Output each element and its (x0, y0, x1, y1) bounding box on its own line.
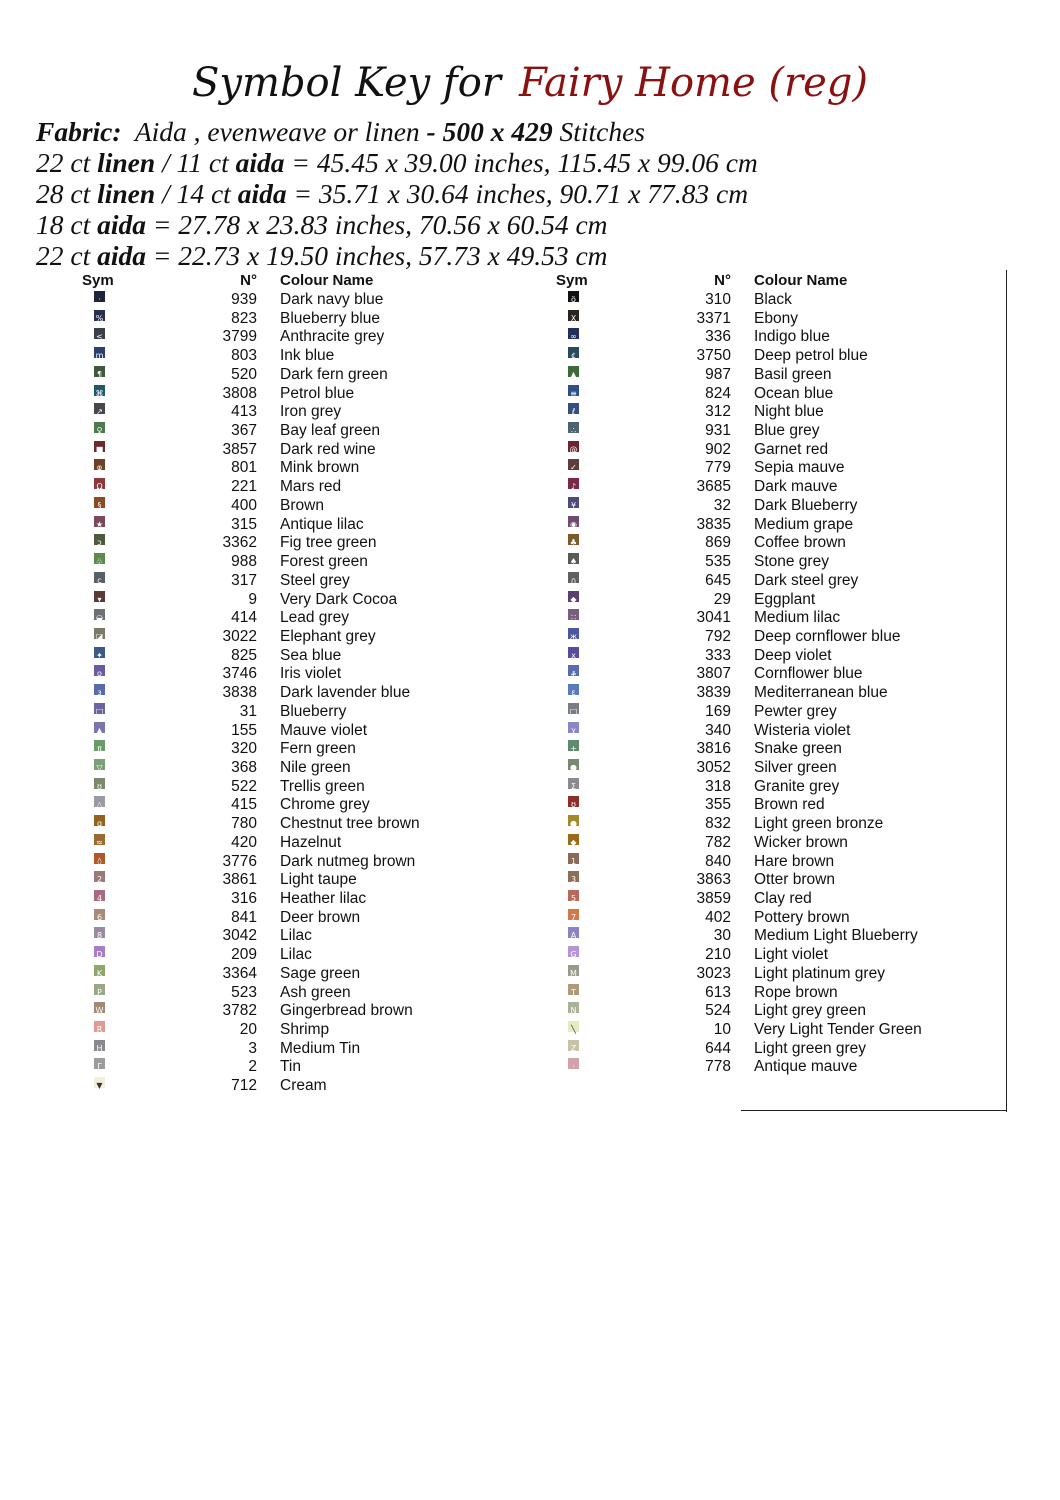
colour-name: Chrome grey (280, 796, 370, 814)
colour-number: 825 (231, 646, 257, 664)
symbol-swatch-icon: ↗ (94, 403, 105, 414)
colour-number: 3041 (696, 609, 731, 627)
symbol-swatch-icon: x (568, 647, 579, 658)
colour-name: Sea blue (280, 646, 342, 664)
colour-name: Bay leaf green (280, 422, 380, 440)
symbol-swatch-icon: ♧ (94, 553, 105, 564)
colour-number: 3042 (222, 927, 257, 945)
colour-number: 3052 (696, 758, 731, 776)
colour-number: 3022 (222, 627, 257, 645)
colour-number: 3807 (696, 665, 731, 683)
symbol-swatch-icon: ʊ (94, 778, 105, 789)
colour-name: Black (754, 291, 792, 308)
symbol-swatch-icon: ╲ (568, 1021, 579, 1032)
symbol-swatch-icon: ɔ (94, 534, 105, 545)
colour-number: 779 (705, 459, 731, 477)
colour-name: Otter brown (754, 871, 835, 889)
symbol-swatch-icon: A (568, 927, 579, 938)
symbol-swatch-icon: 4 (94, 890, 105, 901)
colour-number: 209 (231, 946, 257, 964)
page-title (0, 60, 1060, 106)
colour-name: Chestnut tree brown (280, 815, 420, 833)
symbol-swatch-icon: H (94, 1040, 105, 1051)
symbol-swatch-icon: m (94, 347, 105, 358)
symbol-swatch-icon: · (94, 291, 105, 302)
colour-number: 367 (231, 422, 257, 440)
colour-name: Wicker brown (754, 833, 848, 851)
title-prefix: Symbol Key for (192, 60, 501, 106)
colour-number: 902 (705, 440, 731, 458)
colour-number: 3857 (222, 440, 257, 458)
colour-name: Nile green (280, 758, 351, 776)
table-right-border (1006, 270, 1007, 1112)
colour-name: Forest green (280, 553, 368, 571)
symbol-swatch-icon: ● (568, 759, 579, 770)
colour-number: 3 (248, 1039, 257, 1057)
colour-name: Blue grey (754, 422, 820, 440)
colour-name: Elephant grey (280, 627, 376, 645)
colour-number: 10 (713, 1021, 731, 1039)
colour-name: Dark steel grey (754, 571, 859, 589)
colour-number: 3861 (222, 871, 257, 889)
symbol-swatch-icon: D (94, 946, 105, 957)
colour-name: Very Dark Cocoa (280, 590, 398, 608)
colour-name: Light violet (754, 946, 829, 964)
colour-name: Mauve violet (280, 721, 368, 739)
colour-name: Shrimp (280, 1021, 330, 1039)
symbol-swatch-icon: □ (568, 703, 579, 714)
colour-number: 320 (231, 740, 257, 758)
colour-name: Granite grey (754, 777, 840, 795)
colour-name: Blueberry blue (280, 309, 380, 327)
colour-name: Mediterranean blue (754, 684, 888, 702)
colour-name: Sepia mauve (754, 459, 845, 477)
colour-name: Medium lilac (754, 609, 841, 627)
colour-number: 3839 (696, 684, 731, 702)
size-e: = 45.45 x 39.00 inches, 115.45 x 99.06 cm (291, 147, 758, 178)
header-number: N° (240, 272, 257, 289)
colour-name: Stone grey (754, 553, 829, 571)
colour-name: Mink brown (280, 459, 360, 477)
symbol-swatch-icon: § (94, 497, 105, 508)
colour-name: Dark lavender blue (280, 684, 411, 702)
fabric-line-5 (36, 240, 758, 271)
colour-number: 414 (231, 609, 257, 627)
colour-name: Light green bronze (754, 815, 884, 833)
size-e: = 22.73 x 19.50 inches, 57.73 x 49.53 cm (152, 240, 608, 271)
symbol-swatch-icon: 7 (568, 909, 579, 920)
colour-name: Garnet red (754, 440, 829, 458)
colour-number: 778 (705, 1058, 731, 1076)
colour-number: 336 (705, 328, 731, 346)
symbol-swatch-icon: c (94, 572, 105, 583)
colour-name: Clay red (754, 890, 812, 907)
symbol-swatch-icon: 1 (568, 853, 579, 864)
colour-number: 413 (231, 403, 257, 421)
colour-name: Coffee brown (754, 534, 846, 552)
colour-number: 3023 (696, 964, 731, 982)
table-bottom-border (741, 1110, 1007, 1111)
symbol-swatch-icon: ж (568, 628, 579, 639)
colour-number: 824 (705, 384, 731, 402)
colour-name: Indigo blue (754, 328, 830, 346)
count-a: 22 ct (36, 240, 91, 271)
colour-number: 3835 (696, 515, 731, 533)
colour-number: 823 (231, 309, 257, 327)
colour-name: Silver green (754, 758, 837, 776)
symbol-swatch-icon: ∞ (568, 328, 579, 339)
colour-name: Lilac (280, 927, 312, 945)
symbol-swatch-icon: g (94, 815, 105, 826)
colour-name: Light taupe (280, 871, 357, 889)
fabric-line-1 (36, 116, 758, 147)
colour-name: Fern green (280, 740, 356, 758)
colour-number: 169 (705, 702, 731, 720)
colour-name: Very Light Tender Green (754, 1021, 922, 1039)
colour-number: 415 (231, 796, 257, 814)
colour-name: Dark Blueberry (754, 496, 858, 514)
symbol-swatch-icon: Σ (568, 778, 579, 789)
symbol-swatch-icon: @ (568, 441, 579, 452)
colour-name: Night blue (754, 403, 824, 421)
colour-number: 221 (231, 478, 257, 496)
symbol-swatch-icon: ▲ (568, 366, 579, 377)
colour-number: 988 (231, 553, 257, 571)
header-colour-name: Colour Name (754, 272, 848, 289)
colour-number: 644 (705, 1039, 731, 1057)
colour-number: 340 (705, 721, 731, 739)
colour-number: 792 (705, 627, 731, 645)
header-number: N° (714, 272, 731, 289)
colour-number: 420 (231, 833, 257, 851)
symbol-swatch-icon: ◆ (568, 834, 579, 845)
colour-number: 832 (705, 815, 731, 833)
stitch-count: 500 x 429 (442, 116, 553, 147)
symbol-swatch-icon: ▾ (94, 591, 105, 602)
symbol-swatch-icon: ■ (94, 441, 105, 452)
colour-number: 3859 (696, 890, 731, 907)
symbol-swatch-icon: K (94, 965, 105, 976)
colour-number: 400 (231, 496, 257, 514)
colour-name: Petrol blue (280, 384, 355, 402)
symbol-swatch-icon: ⌘ (94, 385, 105, 396)
symbol-swatch-icon: ◉ (568, 516, 579, 527)
colour-number: 522 (231, 777, 257, 795)
colour-name: Lilac (280, 946, 312, 964)
fabric-info (36, 116, 758, 271)
colour-number: 20 (239, 1021, 257, 1039)
symbol-swatch-icon: ◊ (94, 853, 105, 864)
symbol-swatch-icon: ▼ (94, 1077, 105, 1088)
symbol-swatch-icon: □ (94, 703, 105, 714)
colour-name: Ink blue (280, 347, 335, 365)
colour-name: Dark fern green (280, 365, 388, 383)
symbol-swatch-icon: ∷ (568, 609, 579, 620)
symbol-swatch-icon: Z (568, 1040, 579, 1051)
symbol-swatch-icon: M (568, 965, 579, 976)
symbol-swatch-icon: ◒ (94, 609, 105, 620)
colour-name: Brown red (754, 796, 825, 814)
colour-name: Rope brown (754, 983, 838, 1001)
colour-name: Eggplant (754, 590, 816, 608)
colour-number: 29 (713, 590, 731, 608)
count-c: / 11 ct (162, 147, 229, 178)
symbol-swatch-icon: 5 (568, 890, 579, 901)
colour-number: 803 (231, 347, 257, 365)
colour-number: 535 (705, 553, 731, 571)
header-sym: Sym (556, 272, 588, 289)
symbol-swatch-icon: π (94, 740, 105, 751)
colour-name: Light grey green (754, 1002, 867, 1020)
colour-number: 613 (705, 983, 731, 1001)
colour-name: Pewter grey (754, 702, 837, 720)
symbol-swatch-icon: < (94, 328, 105, 339)
colour-name: Hazelnut (280, 833, 342, 851)
symbol-swatch-icon: ʊ (568, 796, 579, 807)
symbol-swatch-icon: X (568, 310, 579, 321)
count-a: 18 ct (36, 209, 91, 240)
symbol-swatch-icon: % (94, 310, 105, 321)
colour-name: Ocean blue (754, 384, 834, 402)
colour-number: 3808 (222, 384, 257, 402)
symbol-swatch-icon: ✓ (568, 459, 579, 470)
colour-name: Cornflower blue (754, 665, 863, 683)
symbol-swatch-icon: ℓ (568, 403, 579, 414)
symbol-swatch-icon: P (94, 984, 105, 995)
colour-name: Light platinum grey (754, 964, 885, 982)
colour-number: 780 (231, 815, 257, 833)
size-e: = 27.78 x 23.83 inches, 70.56 x 60.54 cm (152, 209, 608, 240)
colour-number: 801 (231, 459, 257, 477)
colour-name: Dark navy blue (280, 291, 384, 308)
colour-number: 3782 (222, 1002, 257, 1020)
symbol-swatch-icon: o (94, 665, 105, 676)
symbol-swatch-icon: 3 (568, 871, 579, 882)
colour-number: 869 (705, 534, 731, 552)
symbol-swatch-icon: · (568, 1058, 579, 1069)
colour-number: 318 (705, 777, 731, 795)
symbol-swatch-icon: Γ (94, 1058, 105, 1069)
symbol-swatch-icon: ɜ (94, 684, 105, 695)
header-colour-name: Colour Name (280, 272, 374, 289)
colour-name: Lead grey (280, 609, 349, 627)
symbol-swatch-icon: T (568, 984, 579, 995)
colour-number: 9 (248, 590, 257, 608)
colour-name: Deep petrol blue (754, 347, 868, 365)
fabric-d: aida (235, 147, 285, 178)
colour-number: 310 (705, 291, 731, 308)
colour-number: 368 (231, 758, 257, 776)
colour-name: Fig tree green (280, 534, 377, 552)
colour-name: Steel grey (280, 571, 350, 589)
colour-name: Basil green (754, 365, 832, 383)
symbol-swatch-icon: 2 (94, 871, 105, 882)
colour-number: 3838 (222, 684, 257, 702)
symbol-swatch-icon: ¢ (568, 347, 579, 358)
colour-number: 317 (231, 571, 257, 589)
colour-number: 2 (248, 1058, 257, 1076)
symbol-swatch-icon: ▲ (94, 722, 105, 733)
colour-number: 312 (705, 403, 731, 421)
colour-name: Medium Light Blueberry (754, 927, 918, 945)
colour-number: 523 (231, 983, 257, 1001)
colour-name: Medium grape (754, 515, 854, 533)
colour-name: Snake green (754, 740, 842, 758)
colour-number: 355 (705, 796, 731, 814)
symbol-swatch-icon: ≈ (94, 834, 105, 845)
colour-name: Sage green (280, 964, 361, 982)
colour-number: 210 (705, 946, 731, 964)
count-a: 28 ct (36, 178, 91, 209)
colour-name: Deep violet (754, 646, 832, 664)
symbol-swatch-icon: R (94, 1021, 105, 1032)
symbol-swatch-icon: ♪ (568, 478, 579, 489)
stitches-label: Stitches (559, 116, 646, 147)
colour-number: 3364 (222, 964, 257, 982)
fabric-b: aida (97, 209, 146, 240)
colour-number: 3371 (696, 309, 731, 327)
colour-number: 333 (705, 646, 731, 664)
fabric-line-3 (36, 178, 758, 209)
symbol-swatch-icon: ♀ (94, 422, 105, 433)
colour-name: Ebony (754, 309, 798, 327)
colour-name: Medium Tin (280, 1039, 361, 1057)
colour-name: Deep cornflower blue (754, 627, 901, 645)
colour-name: Light green grey (754, 1039, 867, 1057)
symbol-swatch-icon: 6 (94, 909, 105, 920)
symbol-swatch-icon: Ω (94, 478, 105, 489)
fabric-b: aida (97, 240, 146, 271)
colour-number: 931 (705, 422, 731, 440)
symbol-swatch-icon: ♠ (568, 553, 579, 564)
colour-name: Dark red wine (280, 440, 376, 458)
symbol-swatch-icon: ★ (94, 516, 105, 527)
symbol-swatch-icon: W (94, 1002, 105, 1013)
fabric-line-4 (36, 209, 758, 240)
colour-name: Antique lilac (280, 515, 364, 533)
colour-name: Hare brown (754, 852, 835, 870)
colour-number: 155 (231, 721, 257, 739)
fabric-d: aida (237, 178, 287, 209)
colour-name: Blueberry (280, 702, 347, 720)
colour-name: Mars red (280, 478, 342, 496)
colour-name: Trellis green (280, 777, 365, 795)
symbol-swatch-icon: ◆ (568, 591, 579, 602)
symbol-swatch-icon: G (568, 946, 579, 957)
colour-number: 3362 (222, 534, 257, 552)
symbol-swatch-icon: ▽ (94, 759, 105, 770)
colour-number: 524 (705, 1002, 731, 1020)
colour-number: 30 (713, 927, 731, 945)
symbol-swatch-icon: ¶ (94, 366, 105, 377)
symbol-swatch-icon: ቆ (568, 665, 579, 676)
colour-name: Wisteria violet (754, 721, 851, 739)
fabric-line-2 (36, 147, 758, 178)
colour-name: Gingerbread brown (280, 1002, 413, 1020)
colour-name: Tin (280, 1058, 301, 1076)
colour-number: 3685 (696, 478, 731, 496)
colour-number: 712 (231, 1077, 257, 1095)
symbol-swatch-icon: ε (568, 684, 579, 695)
colour-number: 782 (705, 833, 731, 851)
fabric-types: Aida , evenweave or linen (134, 116, 420, 147)
colour-number: 645 (705, 571, 731, 589)
colour-number: 520 (231, 365, 257, 383)
symbol-swatch-icon: ◪ (94, 628, 105, 639)
colour-name: Anthracite grey (280, 328, 385, 346)
colour-number: 3799 (222, 328, 257, 346)
count-a: 22 ct (36, 147, 91, 178)
design-name: Fairy Home (reg) (518, 60, 868, 106)
size-e: = 35.71 x 30.64 inches, 90.71 x 77.83 cm (293, 178, 749, 209)
colour-name: Antique mauve (754, 1058, 858, 1076)
symbol-swatch-icon: N (568, 1002, 579, 1013)
colour-name: Deer brown (280, 908, 361, 926)
colour-number: 316 (231, 890, 257, 907)
symbol-swatch-icon: ♣ (568, 534, 579, 545)
colour-name: Iris violet (280, 665, 342, 683)
symbol-swatch-icon: ● (568, 815, 579, 826)
colour-name: Ash green (280, 983, 351, 1001)
colour-name: Iron grey (280, 403, 342, 421)
colour-number: 3816 (696, 740, 731, 758)
symbol-swatch-icon: ö (568, 291, 579, 302)
symbol-swatch-icon: χ (568, 722, 579, 733)
colour-name: Dark mauve (754, 478, 838, 496)
symbol-swatch-icon: ∩ (568, 572, 579, 583)
colour-number: 402 (705, 908, 731, 926)
colour-number: 840 (705, 852, 731, 870)
fabric-label: Fabric: (36, 116, 122, 147)
colour-number: 3746 (222, 665, 257, 683)
symbol-swatch-icon: ¥ (568, 497, 579, 508)
colour-number: 939 (231, 291, 257, 308)
colour-number: 31 (239, 702, 257, 720)
colour-name: Pottery brown (754, 908, 850, 926)
colour-number: 3750 (696, 347, 731, 365)
fabric-b: linen (97, 147, 156, 178)
colour-name: Brown (280, 496, 324, 514)
count-c: / 14 ct (162, 178, 231, 209)
colour-number: 3776 (222, 852, 257, 870)
colour-number: 987 (705, 365, 731, 383)
symbol-swatch-icon: △ (94, 796, 105, 807)
colour-number: 3863 (696, 871, 731, 889)
fabric-dash: - (419, 116, 443, 147)
colour-name: Dark nutmeg brown (280, 852, 416, 870)
colour-number: 841 (231, 908, 257, 926)
symbol-swatch-icon: φ (94, 459, 105, 470)
fabric-b: linen (97, 178, 156, 209)
colour-name: Heather lilac (280, 890, 367, 907)
header-sym: Sym (82, 272, 114, 289)
symbol-swatch-icon: ∴ (568, 422, 579, 433)
symbol-swatch-icon: 8 (94, 927, 105, 938)
colour-name: Cream (280, 1077, 327, 1095)
colour-number: 32 (713, 496, 731, 514)
symbol-swatch-icon: ≡ (568, 385, 579, 396)
symbol-swatch-icon: + (568, 740, 579, 751)
symbol-swatch-icon: ✦ (94, 647, 105, 658)
colour-number: 315 (231, 515, 257, 533)
